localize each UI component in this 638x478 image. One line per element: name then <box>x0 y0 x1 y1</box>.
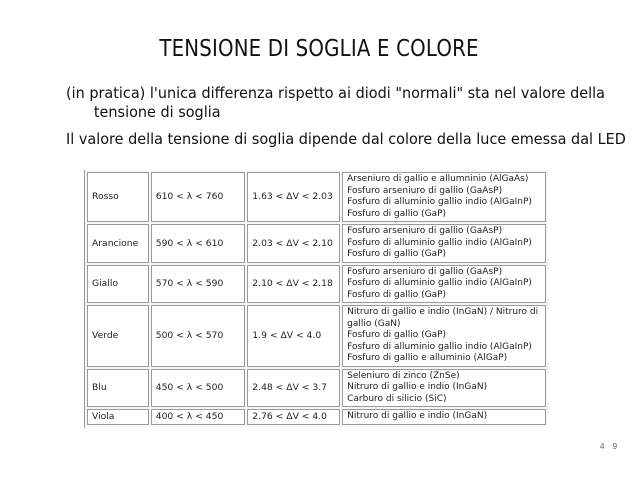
materials-cell <box>342 369 546 408</box>
materials-cell <box>342 305 546 367</box>
material-line: Fosfuro di gallio (GaP) <box>347 330 447 340</box>
material-line: Fosfuro di gallio (GaP) <box>347 249 447 259</box>
color-cell: Blu <box>87 369 149 408</box>
material-line: Fosfuro arseniuro di gallio (GaAsP) <box>347 185 503 196</box>
table-row <box>87 172 546 222</box>
wavelength-cell: 450 < λ < 500 <box>151 369 246 408</box>
material-line: Seleniuro di zinco (ZnSe) <box>347 370 460 381</box>
voltage-cell: 1.63 < ΔV < 2.03 <box>247 172 340 222</box>
material-line: Fosfuro di gallio (GaP) <box>347 208 447 219</box>
materials-cell <box>342 409 546 425</box>
materials-cell <box>342 224 546 263</box>
material-line: Fosfuro arseniuro di gallio (GaAsP) <box>347 266 503 277</box>
wavelength-cell: 610 < λ < 760 <box>151 172 246 222</box>
material-line: Nitruro di gallio e indio (InGaN) / Nitruro di <box>347 307 539 317</box>
table-row <box>87 409 546 425</box>
wavelength-cell: 500 < λ < 570 <box>151 305 246 367</box>
wavelength-cell: 590 < λ < 610 <box>151 224 246 263</box>
wavelength-cell: 400 < λ < 450 <box>151 409 246 425</box>
voltage-cell: 2.10 < ΔV < 2.18 <box>247 265 340 304</box>
color-cell: Verde <box>87 305 149 367</box>
led-color-table <box>85 170 548 427</box>
voltage-cell: 1.9 < ΔV < 4.0 <box>247 305 340 367</box>
led-table-container <box>84 170 548 428</box>
voltage-cell: 2.48 < ΔV < 3.7 <box>247 369 340 408</box>
color-cell: Viola <box>87 409 149 425</box>
material-line: Nitruro di gallio e indio (InGaN) <box>347 382 488 392</box>
voltage-cell: 2.76 < ΔV < 4.0 <box>247 409 340 425</box>
material-line: Fosfuro di alluminio gallio indio (AlGaInP) <box>347 341 532 352</box>
bullet-list <box>66 84 626 157</box>
table-row <box>87 224 546 263</box>
color-cell: Rosso <box>87 172 149 222</box>
material-line: Fosfuro arseniuro di gallio (GaAsP) <box>347 226 503 236</box>
material-line: Fosfuro di alluminio gallio indio (AlGaInP) <box>347 278 532 288</box>
material-line: Fosfuro di alluminio gallio indio (AlGaInP) <box>347 237 532 248</box>
voltage-cell: 2.03 < ΔV < 2.10 <box>247 224 340 263</box>
material-line: Arseniuro di gallio e allumninio (AlGaAs) <box>347 174 529 184</box>
materials-cell <box>342 265 546 304</box>
bullet-item: Il valore della tensione di soglia dipende dal colore della luce emessa dal LED <box>66 130 626 148</box>
material-line: Nitruro di gallio e indio (InGaN) <box>347 411 488 421</box>
page-number: 4 9 <box>599 442 621 451</box>
material-line: gallio (GaN) <box>347 318 401 329</box>
table-row <box>87 265 546 304</box>
material-line: Carburo di silicio (SiC) <box>347 393 447 404</box>
color-cell: Giallo <box>87 265 149 304</box>
materials-cell <box>342 172 546 222</box>
table-row <box>87 369 546 408</box>
material-line: Fosfuro di gallio e alluminio (AlGaP) <box>347 353 508 363</box>
material-line: Fosfuro di gallio (GaP) <box>347 289 447 300</box>
slide-title: TENSIONE DI SOGLIA E COLORE <box>159 36 479 62</box>
material-line: Fosfuro di alluminio gallio indio (AlGaInP) <box>347 197 532 207</box>
bullet-item: (in pratica) l'unica differenza rispetto ai diodi "normali" sta nel valore della tensione di soglia <box>66 84 605 121</box>
color-cell: Arancione <box>87 224 149 263</box>
table-row <box>87 305 546 367</box>
wavelength-cell: 570 < λ < 590 <box>151 265 246 304</box>
